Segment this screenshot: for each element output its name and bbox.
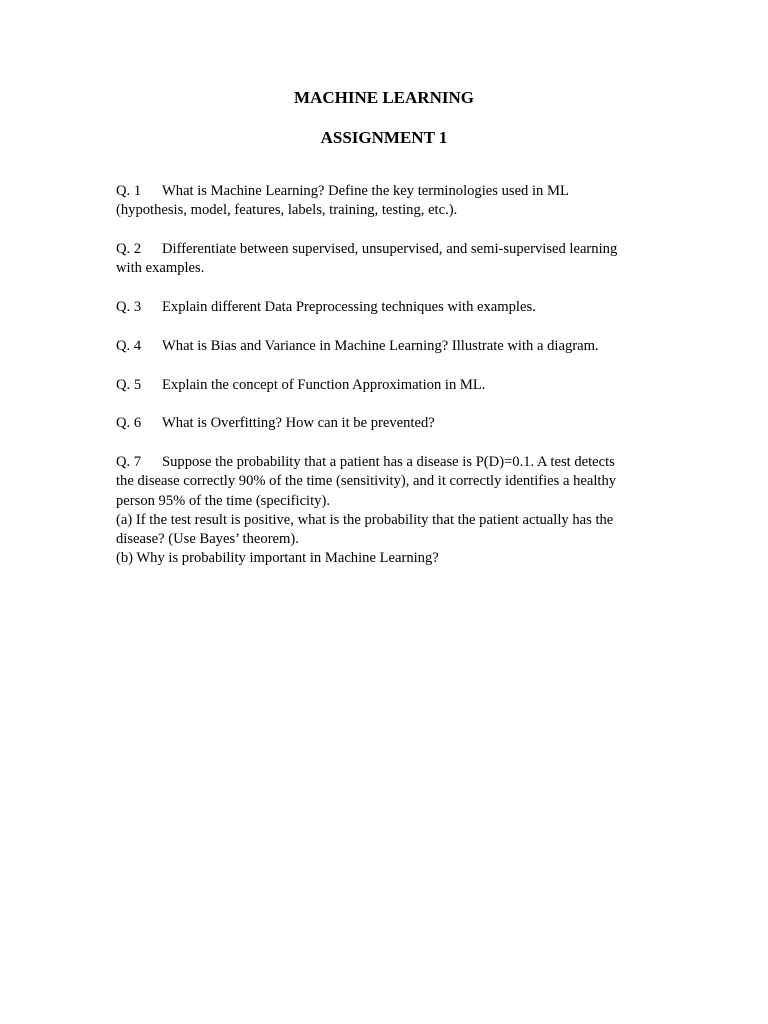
question-5-text-1: Explain the concept of Function Approximation in ML.: [162, 376, 486, 393]
question-3: [116, 298, 656, 317]
question-6-number: Q. 6: [116, 415, 142, 432]
question-4-number: Q. 4: [116, 337, 142, 354]
question-6: [116, 414, 656, 433]
question-2-number: Q. 2: [116, 241, 142, 257]
question-6-text-1: What is Overfitting? How can it be prevented?: [162, 415, 435, 432]
question-5-line-1: [116, 376, 656, 395]
question-2-text-2: with examples.: [116, 260, 205, 277]
question-4-line-1: [116, 337, 656, 356]
question-1-text-2: (hypothesis, model, features, labels, training, testing, etc.).: [116, 202, 458, 219]
question-2-line-1: [116, 240, 656, 259]
question-3-number: Q. 3: [116, 299, 142, 315]
question-7-text-3: person 95% of the time (specificity).: [116, 492, 330, 509]
question-list: [116, 182, 656, 588]
question-2: [116, 240, 656, 278]
document-title: MACHINE LEARNING: [294, 88, 474, 107]
question-3-line-1: [116, 298, 656, 317]
question-4: [116, 337, 656, 356]
question-7-text-2: the disease correctly 90% of the time (sensitivity), and it correctly identifies a healthy: [116, 473, 617, 490]
question-7-number: Q. 7: [116, 454, 142, 471]
question-4-text-1: What is Bias and Variance in Machine Learning? Illustrate with a diagram.: [162, 337, 599, 354]
question-7-text-1: Suppose the probability that a patient has a disease is P(D)=0.1. A test detects: [162, 454, 615, 471]
question-1-text-1: What is Machine Learning? Define the key terminologies used in ML: [162, 183, 569, 199]
question-7-part-a-2: disease? (Use Bayes’ theorem).: [116, 531, 299, 547]
question-1-line-1: [116, 182, 656, 201]
document-subtitle: ASSIGNMENT 1: [320, 128, 448, 147]
question-6-line-1: [116, 414, 656, 433]
question-2-text-1: Differentiate between supervised, unsupervised, and semi-supervised learning: [162, 241, 618, 257]
question-7-part-a-1: (a) If the test result is positive, what is the probability that the patient actually has the: [116, 511, 614, 528]
question-7: [116, 453, 656, 568]
question-1: [116, 182, 656, 220]
question-5: [116, 376, 656, 395]
question-7-part-b: (b) Why is probability important in Machine Learning?: [116, 550, 439, 567]
question-1-number: Q. 1: [116, 183, 142, 199]
question-7-line-1: [116, 453, 656, 472]
question-5-number: Q. 5: [116, 376, 142, 393]
question-3-text-1: Explain different Data Preprocessing techniques with examples.: [162, 299, 536, 315]
